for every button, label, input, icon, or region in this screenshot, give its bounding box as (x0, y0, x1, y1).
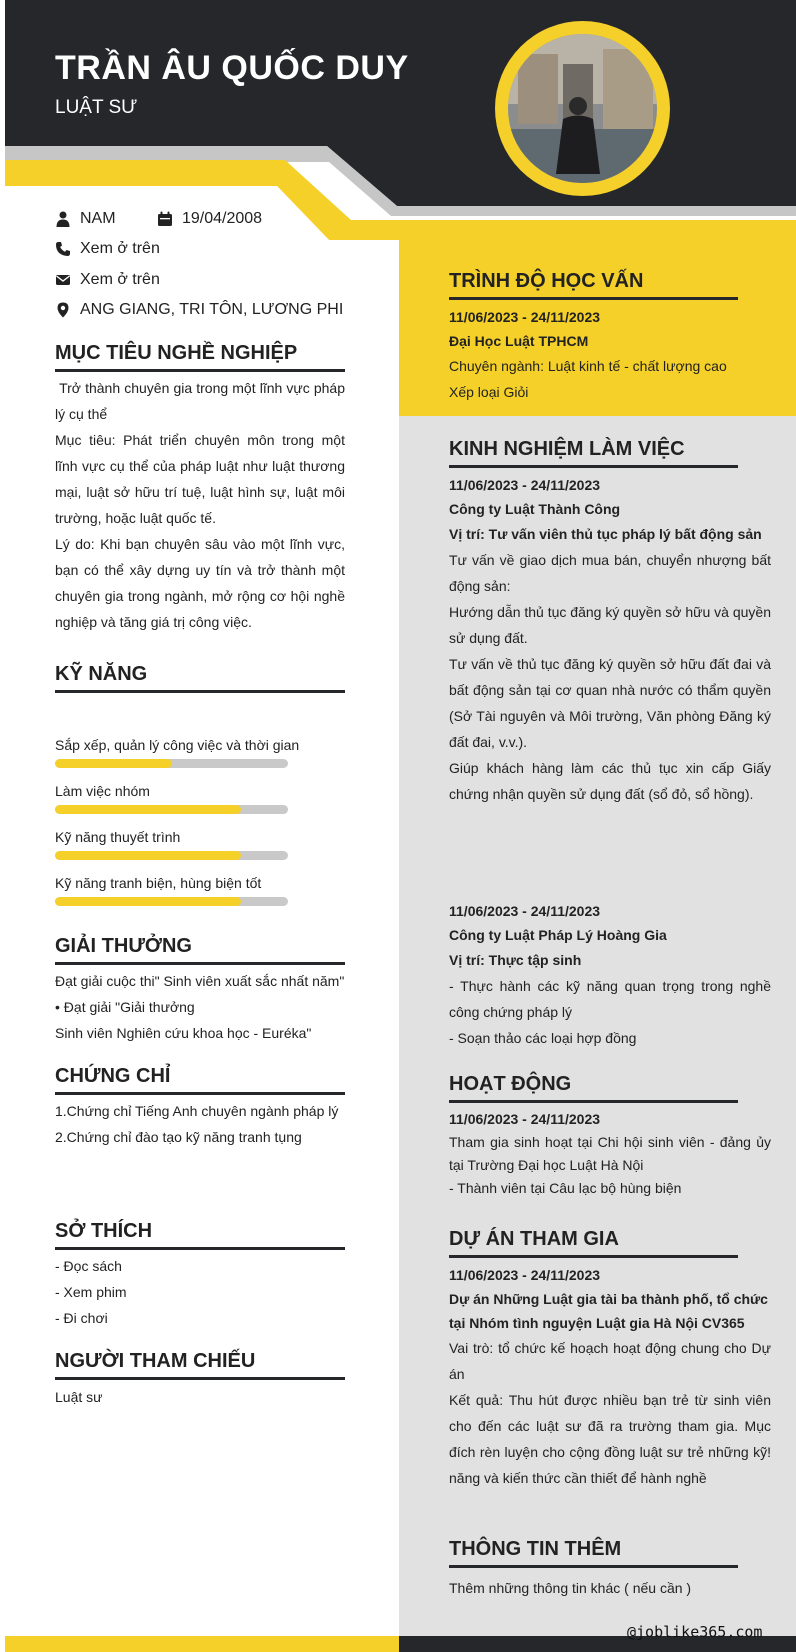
certificate-line: 2.Chứng chỉ đào tạo kỹ năng tranh tụng (55, 1129, 302, 1145)
job-company: Công ty Luật Thành Công (449, 501, 621, 517)
education-text (449, 305, 771, 405)
skills-heading: KỸ NĂNG (55, 662, 345, 693)
job-line: Giúp khách hàng làm các thủ tục xin cấp Giấy chứng nhận quyền sử dụng đất (sổ đỏ, sổ hồng). (449, 760, 771, 802)
candidate-name: TRẦN ÂU QUỐC DUY (55, 49, 409, 87)
education-date: 11/06/2023 - 24/11/2023 (449, 309, 601, 325)
email-value: Xem ở trên (80, 271, 160, 288)
phone-value: Xem ở trên (80, 240, 160, 257)
projects-text (449, 1263, 771, 1491)
job-date: 11/06/2023 - 24/11/2023 (449, 903, 601, 919)
certificates-text (55, 1098, 345, 1150)
project-line: Kết quả: Thu hút được nhiều bạn trẻ từ sinh viên cho đến các luật sư đã ra trường tham gia. Mục đích rèn luyện cho cộng đồng luật sư trẻ những kỹ! năng và kiến thức cần thiết để hành nghề (449, 1392, 771, 1486)
profile-photo (508, 34, 657, 183)
activity-line: Tham gia sinh hoạt tại Chi hội sinh viên - đảng ủy tại Trường Đại học Luật Hà Nội (449, 1134, 771, 1173)
skill-bar (55, 851, 288, 860)
calendar-icon (157, 211, 173, 227)
skill-label: Sắp xếp, quản lý công việc và thời gian (55, 737, 300, 753)
skill-bar-fill (55, 897, 241, 906)
phone-icon (55, 241, 71, 257)
skill-bar-fill (55, 759, 172, 768)
objective-heading: MỤC TIÊU NGHỀ NGHIỆP (55, 341, 345, 372)
certificate-line: 1.Chứng chỉ Tiếng Anh chuyên ngành pháp lý (55, 1103, 339, 1119)
gender-value: NAM (80, 210, 116, 227)
skill-bar (55, 805, 288, 814)
references-heading: NGƯỜI THAM CHIẾU (55, 1349, 345, 1380)
hobbies-heading: SỞ THÍCH (55, 1219, 345, 1250)
skill-label: Kỹ năng thuyết trình (55, 829, 181, 845)
experience-heading: KINH NGHIỆM LÀM VIỆC (449, 437, 738, 468)
skill-bar-fill (55, 805, 241, 814)
references-text (55, 1384, 345, 1410)
email-row (55, 271, 160, 289)
address-row (55, 301, 343, 319)
job-line: Hướng dẫn thủ tục đăng ký quyền sở hữu và quyền sử dụng đất. (449, 604, 771, 646)
award-line: Đạt giải cuộc thi" Sinh viên xuất sắc nhất năm" (55, 973, 345, 989)
certificates-heading: CHỨNG CHỈ (55, 1064, 345, 1095)
birthday-value: 19/04/2008 (182, 210, 263, 227)
hobby-line: - Xem phim (55, 1284, 127, 1300)
gender-row (55, 210, 116, 228)
job-position: Vị trí: Tư vấn viên thủ tục pháp lý bất động sản (449, 526, 762, 542)
education-rank: Xếp loại Giỏi (449, 384, 529, 400)
experience-job (449, 473, 771, 807)
skill-bar (55, 759, 288, 768)
job-title: LUẬT SƯ (55, 97, 138, 118)
extra-text: Thêm những thông tin khác ( nếu cần ) (449, 1580, 692, 1596)
education-heading: TRÌNH ĐỘ HỌC VẤN (449, 269, 738, 300)
projects-heading: DỰ ÁN THAM GIA (449, 1227, 738, 1258)
activities-date: 11/06/2023 - 24/11/2023 (449, 1111, 601, 1127)
award-line: Sinh viên Nghiên cứu khoa học - Euréka" (55, 1025, 312, 1041)
cv-page (5, 0, 796, 1652)
objective-line: Trở thành chuyên gia trong một lĩnh vực pháp lý cụ thể (55, 380, 349, 422)
reference-line: Luật sư (55, 1389, 103, 1405)
hobby-line: - Đọc sách (55, 1258, 122, 1274)
location-pin-icon (55, 302, 71, 318)
phone-row (55, 240, 160, 258)
objective-text (55, 375, 349, 635)
objective-line: Lý do: Khi bạn chuyên sâu vào một lĩnh vực, bạn có thể xây dựng uy tín và trở thành một chuyên gia trong ngành, mở rộng cơ hội nghề nghiệp và tăng giá trị công việc. (55, 536, 345, 630)
objective-line: Mục tiêu: Phát triển chuyên môn trong một lĩnh vực cụ thể của pháp luật như luật thương mại, luật sở hữu trí tuệ, luật hình sự, luật môi trường, hoặc luật quốc tế. (55, 432, 345, 526)
job-date: 11/06/2023 - 24/11/2023 (449, 477, 601, 493)
footer-yellow-band (5, 1636, 399, 1652)
experience-job (449, 899, 771, 1051)
job-line: Tư vấn về giao dịch mua bán, chuyển nhượng bất động sản: (449, 552, 771, 594)
job-line: - Thực hành các kỹ năng quan trọng trong nghề công chứng pháp lý (449, 978, 771, 1020)
hobby-line: - Đi chơi (55, 1310, 108, 1326)
watermark: @joblike365.com (627, 1623, 763, 1641)
education-major: Chuyên ngành: Luật kinh tế - chất lượng cao (449, 358, 727, 374)
hobbies-text (55, 1253, 345, 1331)
project-name: Dự án Những Luật gia tài ba thành phố, tổ chức tại Nhóm tình nguyện Luật gia Hà Nội CV365 (449, 1291, 768, 1331)
skill-label: Kỹ năng tranh biện, hùng biện tốt (55, 875, 262, 891)
activities-heading: HOẠT ĐỘNG (449, 1072, 738, 1103)
awards-heading: GIẢI THƯỞNG (55, 934, 345, 965)
birthday-row (157, 210, 262, 228)
award-line: • Đạt giải "Giải thưởng (55, 999, 195, 1015)
activities-text (449, 1108, 771, 1200)
project-date: 11/06/2023 - 24/11/2023 (449, 1267, 601, 1283)
avatar (495, 21, 670, 196)
education-school: Đại Học Luật TPHCM (449, 333, 589, 349)
skill-bar-fill (55, 851, 241, 860)
skill-label: Làm việc nhóm (55, 783, 150, 799)
activity-line: - Thành viên tại Câu lạc bộ hùng biện (449, 1180, 682, 1196)
envelope-icon (55, 272, 71, 288)
address-value: ANG GIANG, TRI TÔN, LƯƠNG PHI (80, 301, 344, 318)
job-position: Vị trí: Thực tập sinh (449, 952, 582, 968)
job-line: Tư vấn về thủ tục đăng ký quyền sở hữu đất đai và bất động sản tại cơ quan nhà nước có thẩm quyền (Sở Tài nguyên và Môi trường, Văn phòng Đăng ký đất đai, v.v.). (449, 656, 771, 750)
awards-text (55, 968, 345, 1046)
skill-bar (55, 897, 288, 906)
project-line: Vai trò: tổ chức kế hoạch hoạt động chung cho Dự án (449, 1340, 771, 1382)
extra-heading: THÔNG TIN THÊM (449, 1537, 738, 1568)
person-icon (55, 211, 71, 227)
job-line: - Soạn thảo các loại hợp đồng (449, 1030, 637, 1046)
job-company: Công ty Luật Pháp Lý Hoàng Gia (449, 927, 667, 943)
